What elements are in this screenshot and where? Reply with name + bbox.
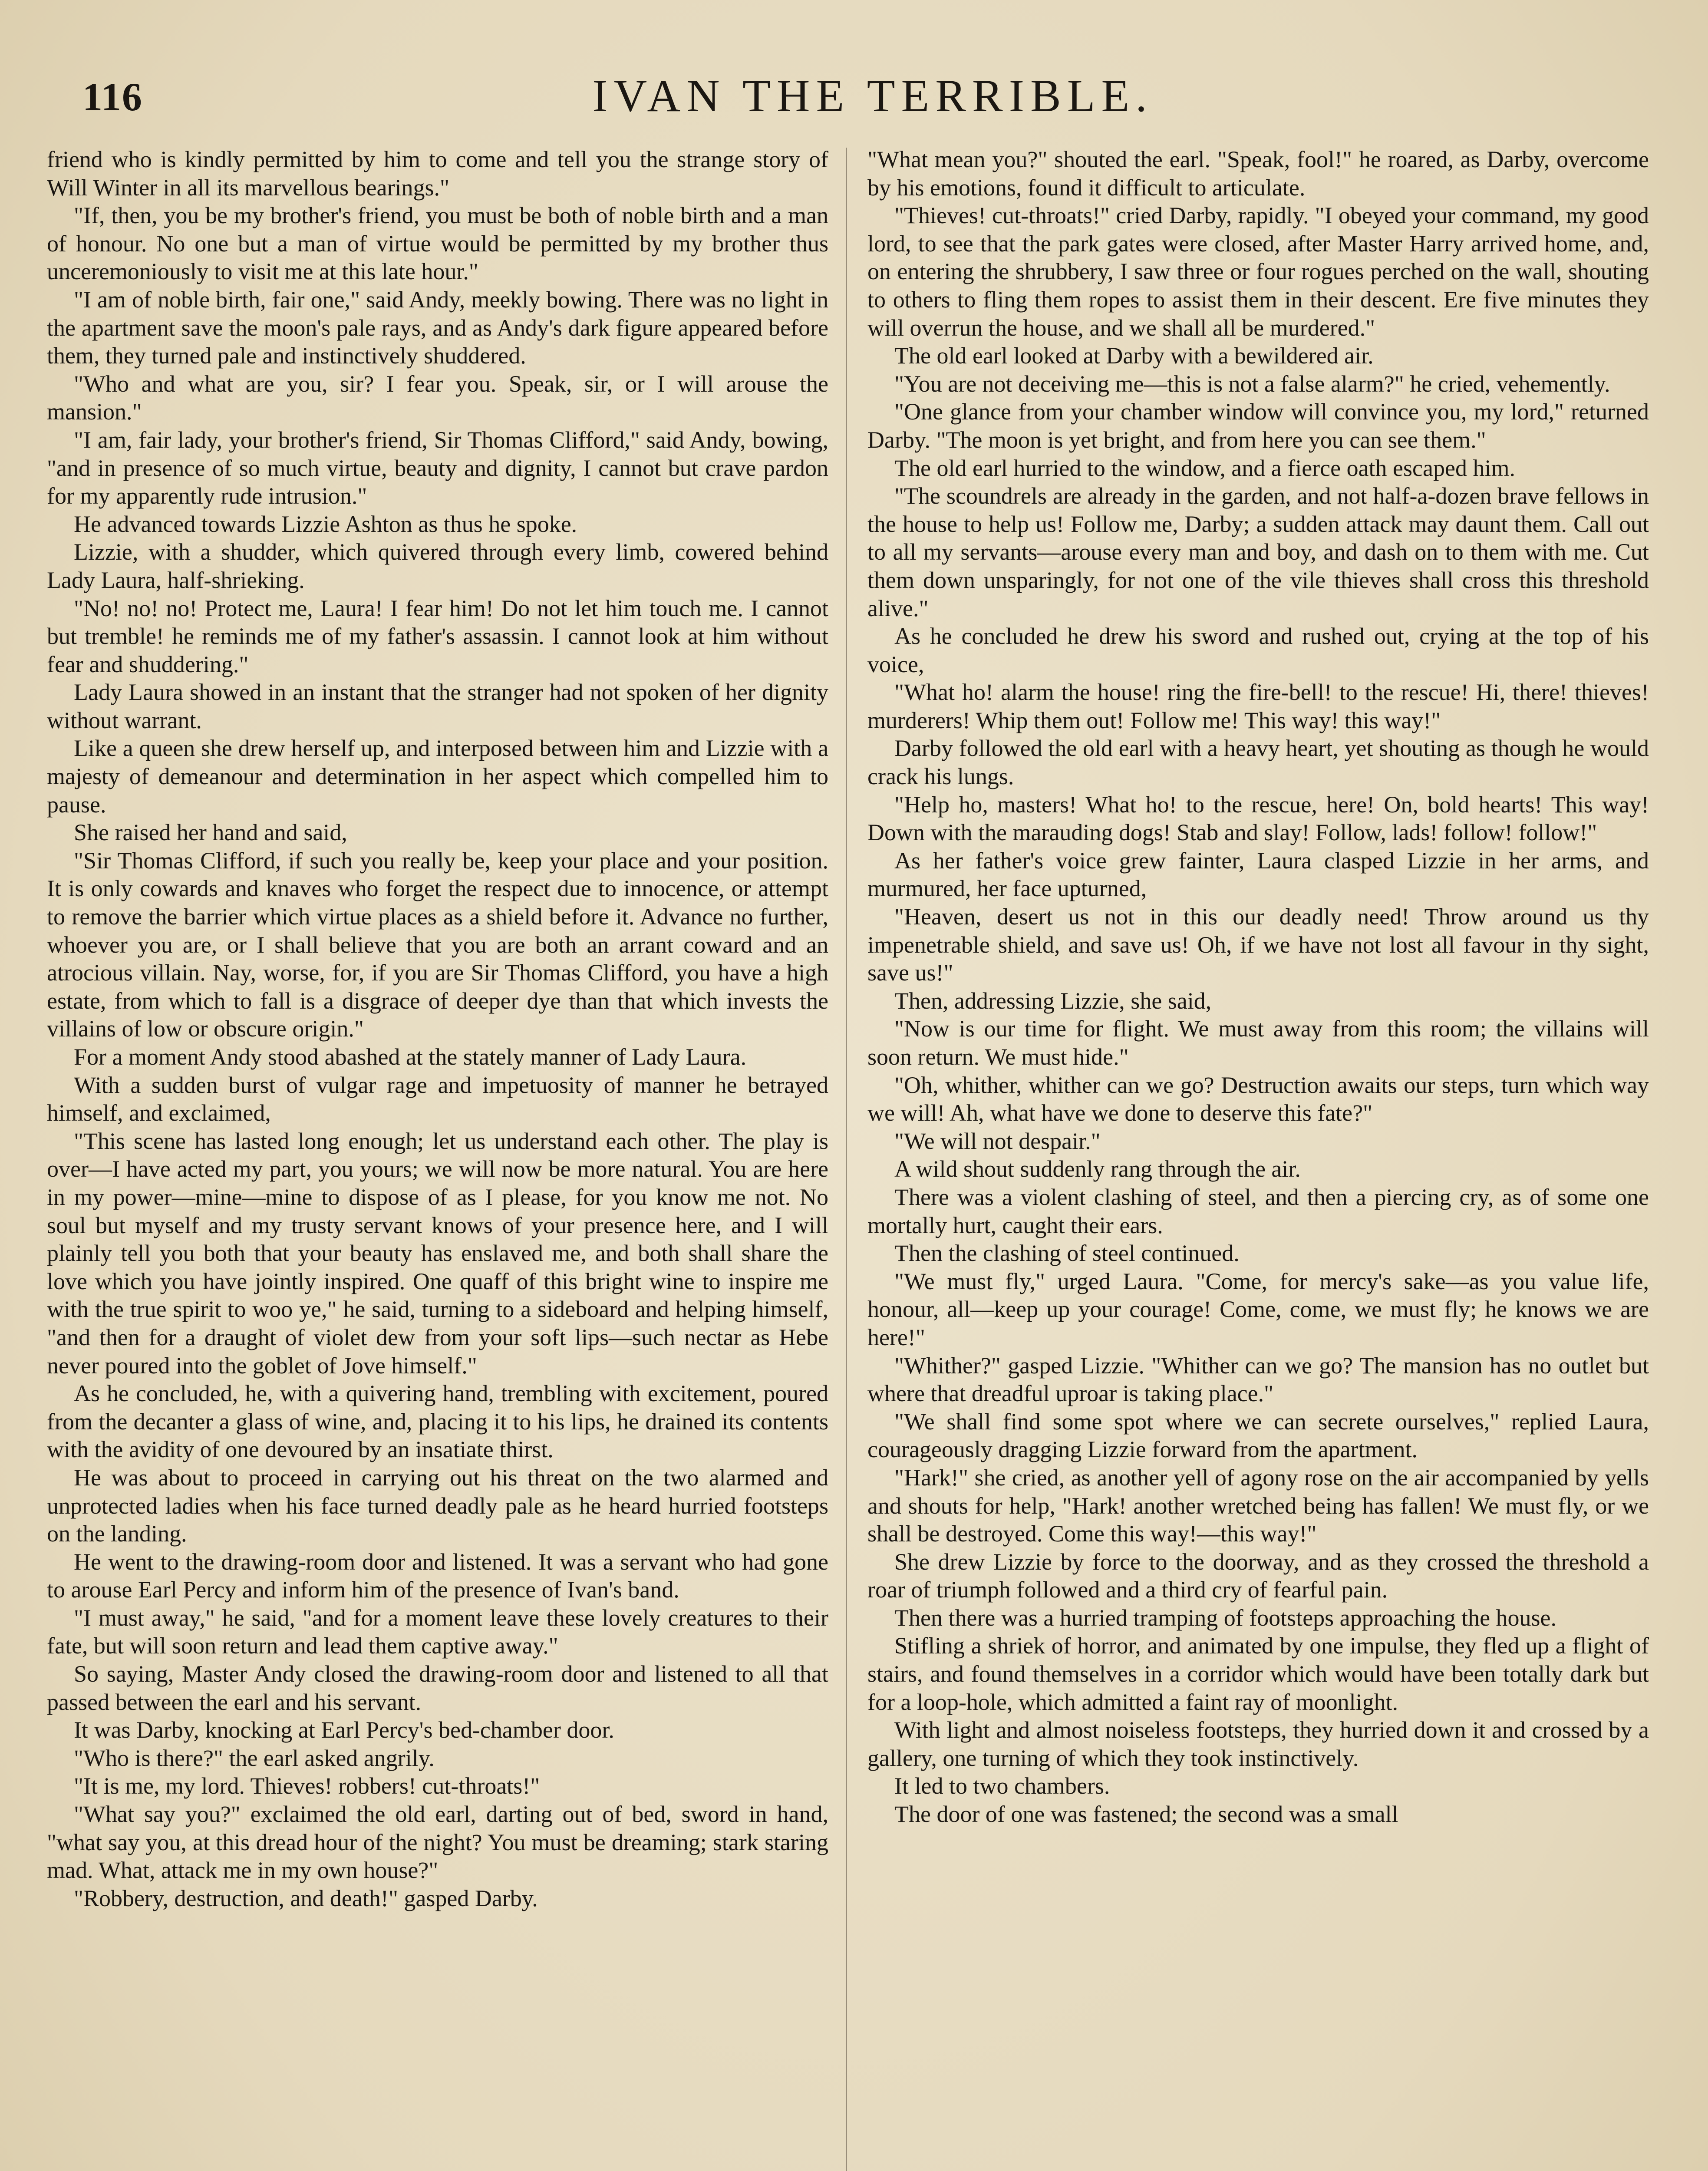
paragraph: "I am of noble birth, fair one," said Andy, meekly bowing. There was no light in the apartment save the moon's pale rays, and as Andy's dark figure appeared before them, they turned pale and instinctively shuddered.	[47, 286, 828, 369]
paragraph: She drew Lizzie by force to the doorway, and as they crossed the threshold a roar of triumph followed and a third cry of fearful pain.	[867, 1548, 1649, 1603]
paragraph: It was Darby, knocking at Earl Percy's bed-chamber door.	[74, 1717, 614, 1743]
paragraph: "Thieves! cut-throats!" cried Darby, rapidly. "I obeyed your command, my good lord, to see that the park gates were closed, after Master Harry arrived home, and, on entering the shrubbery, I saw three or four rogues perched on the wall, shouting to others to fling them ropes to assist them in their descent. Ere five minutes they will overrun the house, and we shall all be murdered."	[867, 202, 1649, 341]
paragraph: "Sir Thomas Clifford, if such you really be, keep your place and your position. It is only cowards and knaves who forget the respect due to innocence, or attempt to remove the barrier which virtue places as a shield before it. Advance no further, whoever you are, or I shall believe that you are both an arrant coward and an atrocious villain. Nay, worse, for, if you are Sir Thomas Clifford, you have a high estate, from which to fall is a disgrace of deeper dye than that which invests the villains of low or obscure origin."	[47, 847, 828, 1042]
paragraph: "If, then, you be my brother's friend, you must be both of noble birth and a man of honour. No one but a man of virtue would be permitted by my brother thus unceremoniously to visit me at this late hour."	[47, 202, 828, 285]
paragraph: Darby followed the old earl with a heavy heart, yet shouting as though he would crack his lungs.	[867, 735, 1649, 790]
paragraph: As he concluded he drew his sword and rushed out, crying at the top of his voice,	[867, 623, 1649, 677]
paragraph: She raised her hand and said,	[74, 819, 347, 846]
paragraph: "Who and what are you, sir? I fear you. Speak, sir, or I will arouse the mansion."	[47, 370, 828, 425]
paragraph: "One glance from your chamber window will convince you, my lord," returned Darby. "The moon is yet bright, and from here you can see them."	[867, 399, 1649, 453]
paragraph: Lizzie, with a shudder, which quivered through every limb, cowered behind Lady Laura, half-shrieking.	[47, 539, 828, 593]
paragraph: "We must fly," urged Laura. "Come, for mercy's sake—as you value life, honour, all—keep up your courage! Come, come, we must fly; he knows we are here!"	[867, 1268, 1649, 1350]
paragraph: "Now is our time for flight. We must away from this room; the villains will soon return. We must hide."	[867, 1016, 1649, 1070]
paragraph: "I must away," he said, "and for a moment leave these lovely creatures to their fate, but will soon return and lead them captive away."	[47, 1604, 828, 1659]
paragraph: Then the clashing of steel continued.	[894, 1240, 1240, 1267]
paragraph: friend who is kindly permitted by him to come and tell you the strange story of Will Winter in all its marvellous bearings."	[47, 146, 828, 201]
paragraph: "Hark!" she cried, as another yell of agony rose on the air accompanied by yells and shouts for help, "Hark! another wretched being has fallen! We must fly, or we shall be destroyed. Come this way!—this way!"	[867, 1464, 1649, 1547]
paragraph: A wild shout suddenly rang through the air.	[894, 1156, 1301, 1182]
paragraph: Like a queen she drew herself up, and interposed between him and Lizzie with a majesty of demeanour and determination in her aspect which compelled him to pause.	[47, 735, 828, 818]
paragraph: "You are not deceiving me—this is not a false alarm?" he cried, vehemently.	[894, 370, 1610, 397]
paragraph: The old earl looked at Darby with a bewildered air.	[894, 343, 1374, 369]
paragraph: "This scene has lasted long enough; let us understand each other. The play is over—I have acted my part, you yours; we will now be more natural. You are here in my power—mine—mine to dispose of as I please, for you know me not. No soul but myself and my trusty servant knows of your presence here, and I will plainly tell you both that your beauty has enslaved me, and both shall share the love which you have jointly inspired. One quaff of this bright wine to inspire me with the true spirit to woo ye," he said, turning to a sideboard and helping himself, "and then for a draught of violet dew from your soft lips—such nectar as Hebe never poured into the goblet of Jove himself."	[47, 1128, 828, 1379]
paragraph: With a sudden burst of vulgar rage and impetuosity of manner he betrayed himself, and exclaimed,	[47, 1072, 828, 1126]
paragraph: "I am, fair lady, your brother's friend, Sir Thomas Clifford," said Andy, bowing, "and in presence of so much virtue, beauty and dignity, I cannot but crave pardon for my apparently rude intrusion."	[47, 426, 828, 509]
paragraph: Lady Laura showed in an instant that the stranger had not spoken of her dignity without warrant.	[47, 679, 828, 733]
paragraph: Then there was a hurried tramping of footsteps approaching the house.	[894, 1604, 1557, 1631]
page-header	[82, 69, 1663, 126]
text-column-left	[47, 145, 828, 2171]
paragraph: "Heaven, desert us not in this our deadly need! Throw around us thy impenetrable shield, and save us! Oh, if we have not lost all favour in thy sight, save us!"	[867, 904, 1649, 986]
column-divider	[846, 148, 847, 2171]
paragraph: "What mean you?" shouted the earl. "Speak, fool!" he roared, as Darby, overcome by his emotions, found it difficult to articulate.	[867, 146, 1649, 201]
paragraph: "The scoundrels are already in the garden, and not half-a-dozen brave fellows in the house to help us! Follow me, Darby; a sudden attack may daunt them. Call out to all my servants—arouse every man and boy, and dash on to them with me. Cut them down unsparingly, for not one of the vile thieves shall cross this threshold alive."	[867, 483, 1649, 621]
paragraph: He was about to proceed in carrying out his threat on the two alarmed and unprotected ladies when his face turned deadly pale as he heard hurried footsteps on the landing.	[47, 1464, 828, 1547]
paragraph: As her father's voice grew fainter, Laura clasped Lizzie in her arms, and murmured, her face upturned,	[867, 847, 1649, 902]
paragraph: "Whither?" gasped Lizzie. "Whither can we go? The mansion has no outlet but where that dreadful uproar is taking place."	[867, 1352, 1649, 1407]
paragraph: "What say you?" exclaimed the old earl, darting out of bed, sword in hand, "what say you, at this dread hour of the night? You must be dreaming; stark staring mad. What, attack me in my own house?"	[47, 1801, 828, 1884]
paragraph: There was a violent clashing of steel, and then a piercing cry, as of some one mortally hurt, caught their ears.	[867, 1184, 1649, 1238]
paragraph: "Oh, whither, whither can we go? Destruction awaits our steps, turn which way we will! Ah, what have we done to deserve this fate?"	[867, 1072, 1649, 1126]
text-column-right	[867, 145, 1649, 2171]
paragraph: He went to the drawing-room door and listened. It was a servant who had gone to arouse Earl Percy and inform him of the presence of Ivan's band.	[47, 1548, 828, 1603]
paragraph: "It is me, my lord. Thieves! robbers! cut-throats!"	[74, 1773, 540, 1799]
paragraph: "We will not despair."	[894, 1128, 1101, 1154]
paragraph: "Who is there?" the earl asked angrily.	[74, 1745, 435, 1771]
paragraph: Then, addressing Lizzie, she said,	[894, 987, 1212, 1014]
paragraph: "What ho! alarm the house! ring the fire-bell! to the rescue! Hi, there! thieves! murderers! Whip them out! Follow me! This way! this way!"	[867, 679, 1649, 733]
paragraph: With light and almost noiseless footsteps, they hurried down it and crossed by a gallery, one turning of which they took instinctively.	[867, 1717, 1649, 1771]
paragraph: Stifling a shriek of horror, and animated by one impulse, they fled up a flight of stairs, and found themselves in a corridor which would have been totally dark but for a loop-hole, which admitted a faint ray of moonlight.	[867, 1633, 1649, 1715]
paragraph: The old earl hurried to the window, and a fierce oath escaped him.	[894, 455, 1515, 481]
paragraph: It led to two chambers.	[894, 1773, 1110, 1799]
paragraph: "We shall find some spot where we can secrete ourselves," replied Laura, courageously dragging Lizzie forward from the apartment.	[867, 1408, 1649, 1463]
paragraph: "Robbery, destruction, and death!" gasped Darby.	[74, 1885, 538, 1911]
paragraph: The door of one was fastened; the second was a small	[894, 1801, 1398, 1828]
paragraph: So saying, Master Andy closed the drawing-room door and listened to all that passed between the earl and his servant.	[47, 1661, 828, 1715]
paragraph: As he concluded, he, with a quivering hand, trembling with excitement, poured from the decanter a glass of wine, and, placing it to his lips, he drained its contents with the avidity of one devoured by an insatiate thirst.	[47, 1380, 828, 1463]
paragraph: "Help ho, masters! What ho! to the rescue, here! On, bold hearts! This way! Down with the marauding dogs! Stab and slay! Follow, lads! follow! follow!"	[867, 791, 1649, 846]
page-number: 116	[82, 75, 143, 119]
paragraph: He advanced towards Lizzie Ashton as thus he spoke.	[74, 511, 577, 537]
paragraph: "No! no! no! Protect me, Laura! I fear him! Do not let him touch me. I cannot but tremble! he reminds me of my father's assassin. I cannot look at him without fear and shuddering."	[47, 595, 828, 677]
paragraph: For a moment Andy stood abashed at the stately manner of Lady Laura.	[74, 1044, 747, 1070]
running-title: IVAN THE TERRIBLE.	[592, 70, 1153, 121]
